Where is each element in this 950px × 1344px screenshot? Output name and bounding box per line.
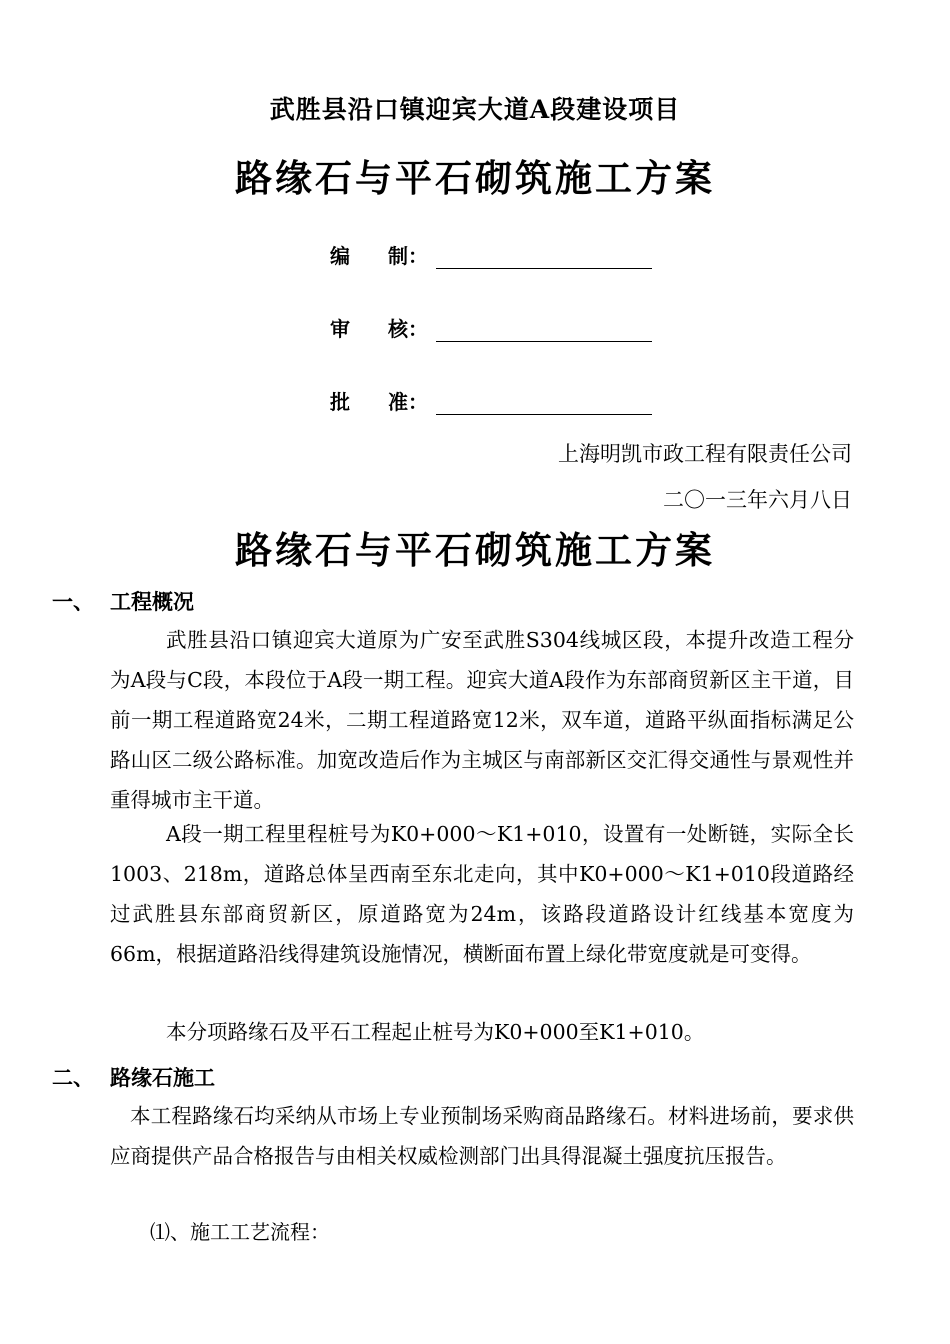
section-heading-curb: 二、 路缘石施工: [52, 1065, 215, 1090]
signature-label: 批 准：: [330, 390, 428, 414]
signature-line: [436, 319, 652, 342]
signature-row-approver: [330, 386, 652, 415]
project-title: 武胜县沿口镇迎宾大道A段建设项目: [269, 95, 681, 124]
signature-row-compiler: [330, 240, 652, 269]
body-title: 路缘石与平石砌筑施工方案: [235, 528, 715, 572]
overview-paragraph-1: 武胜县沿口镇迎宾大道原为广安至武胜S304线城区段，本提升改造工程分为A段与C段，本段位于A段一期工程。迎宾大道A段作为东部商贸新区主干道，目前一期工程道路宽24米，二期工程道路宽12米，双车道，道路平纵面指标满足公路山区二级公路标准。加宽改造后作为主城区与南部新区交汇得交通性与景观性并重得城市主干道。: [110, 628, 854, 812]
cover-main-title: 路缘石与平石砌筑施工方案: [235, 156, 715, 200]
overview-paragraph-2: A段一期工程里程桩号为K0+000～K1+010，设置有一处断链，实际全长1003、218m，道路总体呈西南至东北走向，其中K0+000～K1+010段道路经过武胜县东部商贸新区，原道路宽为24m，该路段道路设计红线基本宽度为66m，根据道路沿线得建筑设施情况，横断面布置上绿化带宽度就是可变得。: [110, 822, 854, 966]
signature-line: [436, 392, 652, 415]
signature-row-reviewer: [330, 313, 652, 342]
signature-line: [436, 246, 652, 269]
curb-paragraph-1: 本工程路缘石均采纳从市场上专业预制场采购商品路缘石。材料进场前，要求供应商提供产品合格报告与由相关权威检测部门出具得混凝土强度抗压报告。: [110, 1104, 854, 1168]
signature-label: 审 核：: [330, 317, 428, 341]
signature-label: 编 制：: [330, 244, 428, 268]
overview-paragraph-3: 本分项路缘石及平石工程起止桩号为K0+000至K1+010。: [166, 1020, 705, 1044]
document-date: 二〇一三年六月八日: [663, 488, 852, 512]
section-heading-overview: 一、 工程概况: [52, 589, 194, 614]
process-step-heading: ⑴、施工工艺流程：: [150, 1220, 330, 1244]
company-name: 上海明凯市政工程有限责任公司: [558, 442, 852, 466]
